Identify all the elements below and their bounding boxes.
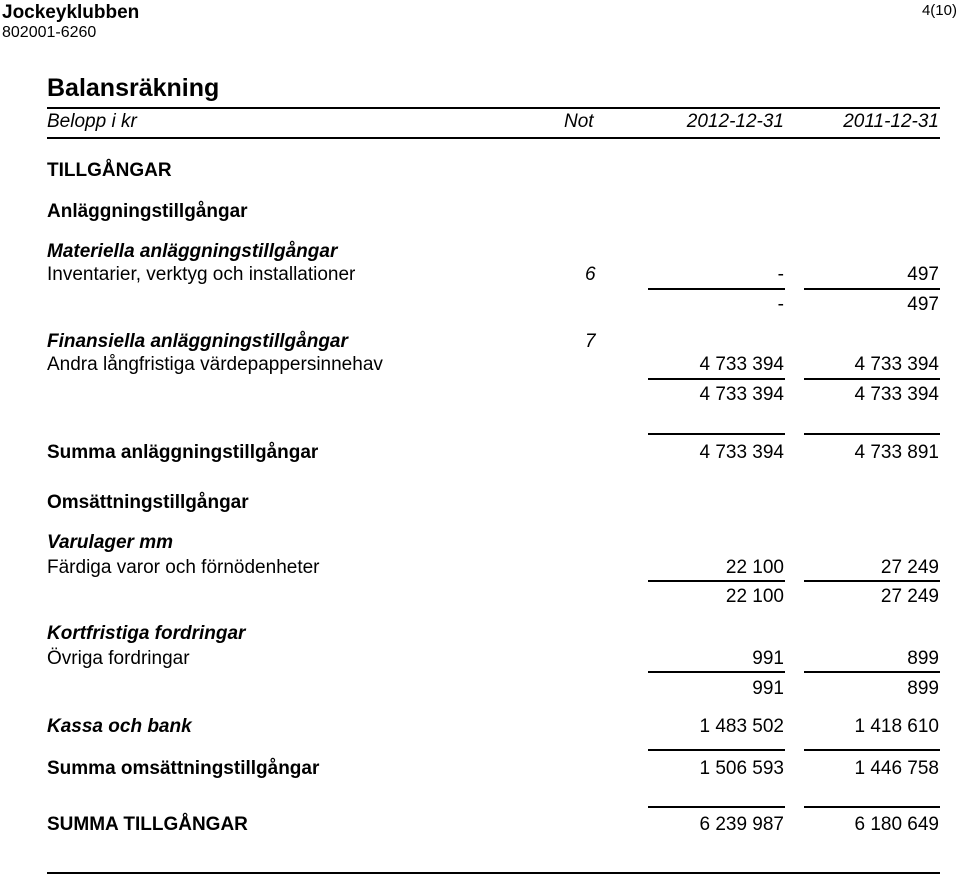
row-value1-ovriga: 991: [752, 648, 784, 669]
grand-total-rule: [648, 806, 785, 808]
row-note-inventarier: 6: [585, 264, 596, 285]
subtotal-rule: [804, 671, 940, 673]
heading-tillgangar: TILLGÅNGAR: [47, 160, 172, 181]
heading-kortfristiga: Kortfristiga fordringar: [47, 623, 246, 644]
org-number: 802001-6260: [2, 24, 97, 41]
header-bottom-rule: [47, 137, 940, 139]
subtotal-rule: [648, 378, 785, 380]
subtotal-value1-kortfristiga: 991: [752, 678, 784, 699]
row-value1-inventarier: -: [777, 264, 784, 285]
total-rule: [648, 749, 785, 751]
total-rule: [804, 433, 940, 435]
page-bottom-rule: [47, 872, 940, 874]
subtotal-rule: [648, 671, 785, 673]
document-title: Balansräkning: [47, 74, 220, 102]
subtotal-value1-varulager: 22 100: [725, 586, 784, 607]
row-label-inventarier: Inventarier, verktyg och installationer: [47, 264, 356, 285]
total-rule: [804, 749, 940, 751]
row-label-andra: Andra långfristiga värdepappersinnehav: [47, 354, 383, 375]
row-value1-andra: 4 733 394: [699, 354, 784, 375]
grand-total-value1: 6 239 987: [699, 814, 784, 835]
subtotal-value1-materiella: -: [777, 294, 784, 315]
row-note-finansiella: 7: [585, 331, 596, 352]
total-value2-anlaggning: 4 733 891: [854, 442, 939, 463]
subtotal-value2-varulager: 27 249: [880, 586, 939, 607]
column-header-year2: 2011-12-31: [843, 111, 939, 132]
column-header-year1: 2012-12-31: [686, 111, 784, 132]
subtotal-rule: [804, 378, 940, 380]
subtotal-rule: [648, 288, 785, 290]
total-value2-omsattning: 1 446 758: [854, 758, 939, 779]
total-label-anlaggning: Summa anläggningstillgångar: [47, 442, 319, 463]
row-value2-ovriga: 899: [907, 648, 939, 669]
row-value2-kassa: 1 418 610: [854, 716, 939, 737]
row-value2-andra: 4 733 394: [854, 354, 939, 375]
subtotal-rule: [804, 288, 940, 290]
row-label-kassa: Kassa och bank: [47, 716, 192, 737]
grand-total-value2: 6 180 649: [854, 814, 939, 835]
row-label-fardiga: Färdiga varor och förnödenheter: [47, 557, 320, 578]
grand-total-label: SUMMA TILLGÅNGAR: [47, 814, 248, 835]
heading-materiella: Materiella anläggningstillgångar: [47, 241, 338, 262]
subtotal-value1-finansiella: 4 733 394: [699, 384, 784, 405]
heading-anlaggningstillgangar: Anläggningstillgångar: [47, 201, 248, 222]
row-label-ovriga: Övriga fordringar: [47, 648, 190, 669]
row-value2-inventarier: 497: [907, 264, 939, 285]
heading-finansiella: Finansiella anläggningstillgångar: [47, 331, 348, 352]
subtotal-value2-kortfristiga: 899: [907, 678, 939, 699]
column-header-label: Belopp i kr: [47, 111, 137, 132]
subtotal-value2-finansiella: 4 733 394: [854, 384, 939, 405]
company-name: Jockeyklubben: [2, 2, 140, 23]
heading-varulager: Varulager mm: [47, 532, 174, 553]
subtotal-value2-materiella: 497: [907, 294, 939, 315]
heading-omsattningstillgangar: Omsättningstillgångar: [47, 492, 249, 513]
subtotal-rule: [804, 580, 940, 582]
grand-total-rule: [804, 806, 940, 808]
header-top-rule: [47, 107, 940, 109]
total-value1-anlaggning: 4 733 394: [699, 442, 784, 463]
row-value2-fardiga: 27 249: [880, 557, 939, 578]
page-number: 4(10): [921, 2, 957, 19]
row-value1-kassa: 1 483 502: [699, 716, 784, 737]
row-value1-fardiga: 22 100: [725, 557, 784, 578]
subtotal-rule: [648, 580, 785, 582]
total-label-omsattning: Summa omsättningstillgångar: [47, 758, 320, 779]
total-value1-omsattning: 1 506 593: [699, 758, 784, 779]
column-header-note: Not: [564, 111, 594, 132]
total-rule: [648, 433, 785, 435]
